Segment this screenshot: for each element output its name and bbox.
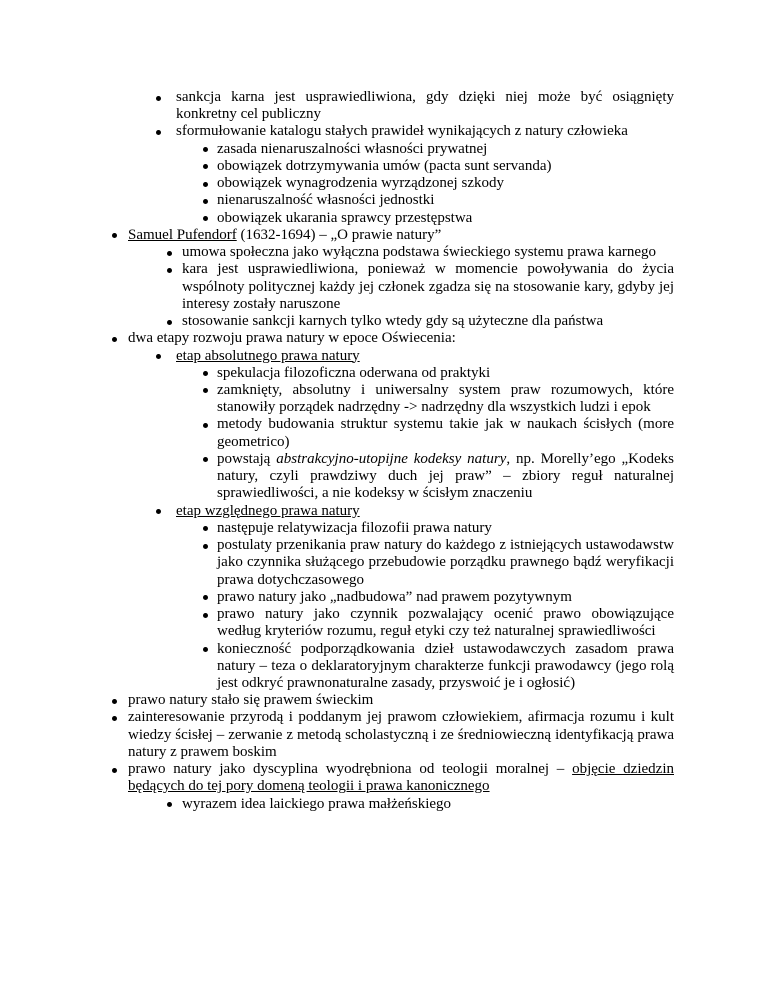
list-item-text [128, 227, 441, 243]
list-item [0, 175, 674, 192]
bullet-icon [203, 199, 208, 204]
bullet-icon [203, 544, 208, 549]
list-item [0, 210, 674, 227]
bullet-icon [203, 371, 208, 376]
text-segment: zasada nienaruszalności własności prywatnej [217, 140, 488, 157]
bullet-icon [203, 182, 208, 187]
list-item-text [217, 365, 490, 381]
list-item [0, 451, 674, 503]
text-segment: sformułowanie katalogu stałych prawideł wynikających z natury człowieka [176, 123, 628, 140]
bullet-icon [203, 457, 208, 462]
list-item-text [176, 348, 360, 364]
text-segment: spekulacja filozoficzna oderwana od praktyki [217, 364, 491, 381]
text-segment: Samuel Pufendorf [128, 226, 237, 243]
list-item-text [217, 451, 674, 501]
list-item [0, 606, 674, 640]
text-segment: etap względnego prawa natury [176, 502, 360, 519]
list-item [0, 416, 674, 450]
text-segment: obowiązek dotrzymywania umów (pacta sunt servanda) [217, 157, 552, 174]
list-item-text [217, 382, 674, 415]
bullet-icon [203, 613, 208, 618]
list-item-text [176, 123, 628, 139]
list-item-text [217, 175, 504, 191]
text-segment: stosowanie sankcji karnych tylko wtedy gdy są użyteczne dla państwa [182, 313, 604, 330]
bullet-icon [112, 768, 117, 773]
list-item [0, 365, 674, 382]
list-item-text [128, 330, 456, 346]
text-segment: etap absolutnego prawa natury [176, 347, 360, 364]
list-item-text [217, 210, 472, 226]
list-item-text [217, 589, 572, 605]
list-item [0, 537, 674, 589]
bullet-icon [112, 716, 117, 721]
list-item [0, 261, 674, 313]
list-item [0, 761, 674, 795]
text-segment: następuje relatywizacja filozofii prawa natury [217, 519, 492, 536]
bullet-icon [203, 388, 208, 393]
text-segment: obowiązek wynagrodzenia wyrządzonej szkody [217, 175, 504, 192]
text-segment: objęcie dziedzin będących do tej pory domeną teologii i prawa kanonicznego [128, 761, 674, 795]
list-item [0, 382, 674, 416]
list-item [0, 313, 674, 330]
list-item [0, 796, 674, 813]
list-item-text [217, 416, 674, 449]
list-item-text [217, 141, 487, 157]
text-segment: prawo natury jako dyscyplina wyodrębniona od teologii moralnej – [128, 761, 573, 778]
bullet-icon [167, 802, 172, 807]
list-item [0, 141, 674, 158]
list-item-text [176, 503, 360, 519]
bullet-icon [203, 423, 208, 428]
list-item [0, 503, 674, 520]
list-item [0, 589, 674, 606]
list-item-text [176, 89, 674, 122]
text-segment: (1632-1694) – „O prawie natury” [236, 226, 442, 243]
bullet-icon [203, 595, 208, 600]
bullet-icon [203, 526, 208, 531]
list-item-text [217, 158, 551, 174]
list-item [0, 641, 674, 693]
bullet-icon [156, 96, 161, 101]
bullet-icon [112, 233, 117, 238]
text-segment: prawo natury jako czynnik pozwalający ocenić prawo obowiązujące według kryteriów rozumu, reguł etyki czy też naturalnej sprawiedliwości [217, 606, 674, 640]
document-body [0, 89, 674, 813]
text-segment: nienaruszalność własności jednostki [217, 192, 435, 209]
bullet-icon [112, 699, 117, 704]
list-item-text [217, 641, 674, 691]
list-item-text [182, 261, 674, 311]
list-item-text [217, 520, 492, 536]
bullet-icon [156, 130, 161, 135]
list-item-text [128, 692, 373, 708]
list-item [0, 192, 674, 209]
bullet-icon [167, 251, 172, 256]
list-item-text [128, 761, 674, 794]
list-item [0, 709, 674, 761]
bullet-icon [156, 354, 161, 359]
text-segment: abstrakcyjno-utopijne kodeksy natury [276, 450, 507, 467]
list-item [0, 692, 674, 709]
text-segment: wyrazem idea laickiego prawa małżeńskiego [182, 795, 452, 812]
list-item [0, 244, 674, 261]
bullet-icon [203, 164, 208, 169]
list-item [0, 123, 674, 140]
list-item [0, 158, 674, 175]
bullet-icon [156, 509, 161, 514]
list-item-text [182, 244, 656, 260]
text-segment: prawo natury jako „nadbudowa” nad prawem pozytywnym [217, 588, 572, 605]
text-segment: dwa etapy rozwoju prawa natury w epoce Oświecenia: [128, 330, 456, 347]
list-item [0, 330, 674, 347]
text-segment: sankcja karna jest usprawiedliwiona, gdy dzięki niej może być osiągnięty konkretny cel publiczny [176, 89, 674, 123]
bullet-icon [167, 320, 172, 325]
text-segment: zamknięty, absolutny i uniwersalny system praw rozumowych, które stanowiły porządek nadrzędny -> nadrzędny dla wszystkich ludzi i epok [217, 381, 674, 416]
text-segment: , np. Morelly’ego „Kodeks natury, czyli prawdziwy duch jej praw” – zbiory reguł naturalnej sprawiedliwości, a nie kodeksy w ścisłym znaczeniu [217, 450, 674, 502]
bullet-icon [112, 337, 117, 342]
bullet-icon [203, 647, 208, 652]
list-item [0, 520, 674, 537]
list-item-text [128, 709, 674, 759]
list-item-text [217, 537, 674, 587]
text-segment: umowa społeczna jako wyłączna podstawa świeckiego systemu prawa karnego [182, 244, 657, 261]
text-segment: kara jest usprawiedliwiona, ponieważ w momencie powoływania do życia wspólnoty politycznej każdy jej członek zgadza się na stosowanie kary, gdyby jej interesy zostały naruszone [182, 261, 674, 312]
list-item-text [217, 192, 434, 208]
text-segment: prawo natury stało się prawem świeckim [128, 692, 374, 709]
bullet-icon [167, 268, 172, 273]
text-segment: konieczność podporządkowania dzieł ustawodawczych zasadom prawa natury – teza o deklaratoryjnym charakterze funkcji prawodawcy (jego rolą jest odkryć prawnonaturalne zasady, przyswoić je i ogłosić) [217, 640, 674, 691]
text-segment: powstają [217, 450, 277, 467]
list-item [0, 89, 674, 123]
text-segment: zainteresowanie przyrodą i poddanym jej prawom człowiekiem, afirmacja rozumu i kult wiedzy ścisłej – zerwanie z metodą scholastyczną i ze średniowieczną identyfikacją prawa natury z prawem boskim [128, 709, 674, 760]
list-item [0, 348, 674, 365]
list-item-text [217, 606, 674, 639]
text-segment: obowiązek ukarania sprawcy przestępstwa [217, 209, 473, 226]
text-segment: postulaty przenikania praw natury do każdego z istniejących ustawodawstw jako czynnika służącego przebudowie porządku prawnego bądź weryfikacji prawa dotychczasowego [217, 537, 674, 588]
list-item [0, 227, 674, 244]
list-item-text [182, 796, 451, 812]
list-item-text [182, 313, 603, 329]
text-segment: metody budowania struktur systemu takie jak w naukach ścisłych (more geometrico) [217, 416, 674, 450]
bullet-icon [203, 147, 208, 152]
bullet-icon [203, 216, 208, 221]
